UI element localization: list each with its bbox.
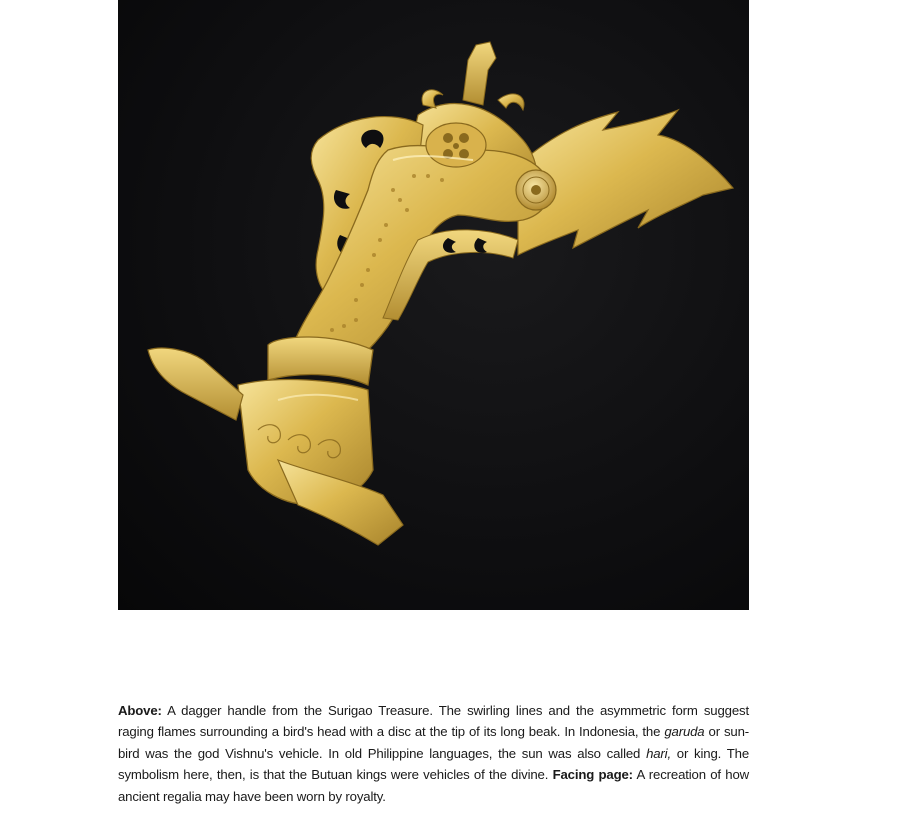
caption-text-3: or king. The symbolism here, then, is that the Butuan kings were vehicles of the divine. bbox=[118, 745, 750, 783]
guard-left-arm bbox=[148, 348, 243, 420]
caption-hari: hari, bbox=[646, 745, 671, 761]
caption-facing-label: Facing page: bbox=[552, 767, 633, 783]
caption-text-1: A dagger handle from the Surigao Treasure. The swirling lines and the asymmetric form suggest raging flames surrounding a bird's head with a disc at the tip of its long beak. In Indonesia, the bbox=[118, 703, 749, 740]
photo-caption bbox=[118, 700, 749, 807]
caption-garuda: garuda bbox=[664, 724, 705, 740]
caption-text-4: A recreation of how ancient regalia may have been worn by royalty. bbox=[118, 767, 750, 804]
caption-above-label: Above: bbox=[118, 703, 162, 718]
dagger-handle-photo bbox=[118, 0, 749, 610]
collar-ring bbox=[268, 337, 373, 385]
caption-text-2: or sun-bird was the god Vishnu's vehicle. In old Philippine languages, the sun was also called bbox=[118, 724, 750, 761]
dagger-handle-illustration bbox=[118, 0, 749, 610]
